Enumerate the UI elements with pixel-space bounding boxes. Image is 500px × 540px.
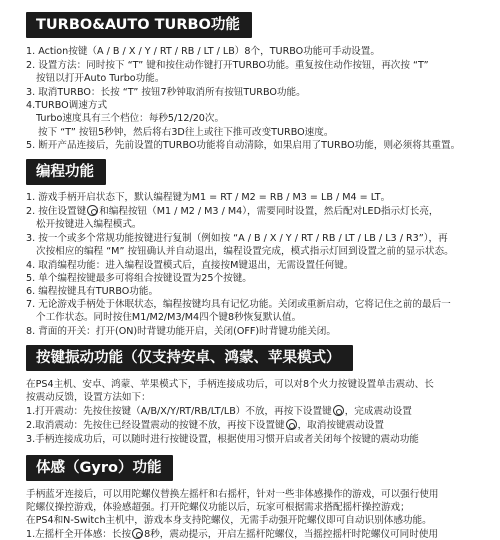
gear-icon xyxy=(286,419,297,430)
turbo-line-5: 4.TURBO调速方式 xyxy=(26,100,108,111)
prog-line-6: 4. 取消编程功能：进入编程设置模式后，直接按M键退出，无需设置任何键。 xyxy=(26,260,354,271)
turbo-line-4: 3. 取消TURBO：长按 “T” 按钮7秒钟取消所有按钮TURBO功能。 xyxy=(26,87,306,98)
prog-line-1: 1. 游戏手柄开启状态下，默认编程键为M1 = RT / M2 = RB / M3 = LB / M4 = LT。 xyxy=(26,192,391,203)
vib-line-4 xyxy=(26,419,500,432)
prog-line-8: 6. 编程按键具有TURBO功能。 xyxy=(26,286,159,297)
gyro-line-3: 在PS4和N-Switch主机中，游戏本身支持陀螺仪，无需手动强开陀螺仪即可自动识别体感功能。 xyxy=(26,515,432,526)
turbo-line-7: 按下 “T” 按钮5秒钟，然后将右3D往上或往下推可改变TURBO速度。 xyxy=(38,127,334,138)
vib-line-3 xyxy=(26,405,500,418)
vib-line-3a: 1.打开震动：先按住按键（A/B/X/Y/RT/RB/LT/LB）不放，再按下设置键 xyxy=(26,406,332,417)
section-title-programming: 编程功能 xyxy=(26,159,106,185)
turbo-line-1: 1. Action按键（A / B / X / Y / RT / RB / LT / LB）8个，TURBO功能可手动设置。 xyxy=(26,46,380,57)
gyro-line-4b: 8秒，震动提示，开启左摇杆陀螺仪，当摇控摇杆时陀螺仪可同时使用 xyxy=(144,529,439,540)
gyro-line-4 xyxy=(26,528,500,540)
prog-line-10: 个工作状态。同时按住M1/M2/M3/M4四个键8秒恢复默认值。 xyxy=(36,312,302,323)
prog-line-9: 7. 无论游戏手柄处于休眠状态，编程按键均具有记忆功能。关闭或重新启动，它将记住之前的最后一 xyxy=(26,299,451,310)
vib-line-1: 在PS4主机、安卓、鸿蒙、苹果模式下，手柄连接成功后，可以对8个火力按键设置单击震动、长 xyxy=(26,379,434,390)
vib-line-2: 按震动反馈，设置方法如下： xyxy=(26,392,151,403)
vib-line-4b: ，取消按键震动设置 xyxy=(297,420,384,431)
section-title-gyro: 体感（Gyro）功能 xyxy=(26,455,173,481)
prog-line-5: 次按相应的编程 “M” 按钮确认并自动退出，编程设置完成，模式指示灯回到设置之前的显示状态。 xyxy=(36,246,454,257)
vib-line-3b: ，完成震动设置 xyxy=(344,406,412,417)
gear-icon xyxy=(132,528,143,539)
gyro-line-1: 手柄蓝牙连接后，可以用陀螺仪替换左摇杆和右摇杆，针对一些非体感操作的游戏，可以强行使用 xyxy=(26,489,439,500)
section-title-turbo: TURBO&AUTO TURBO功能 xyxy=(26,12,252,38)
prog-line-2 xyxy=(26,205,500,218)
turbo-line-2: 2. 设置方法：同时按下 “T” 键和按住动作键打开TURBO功能。重复按住动作按钮，再次按 “T” xyxy=(26,60,429,71)
prog-line-11: 8. 背面的开关：打开(ON)时背键功能开启，关闭(OFF)时背键功能关闭。 xyxy=(26,326,336,337)
turbo-line-8: 5. 断开产品连接后，先前设置的TURBO功能将自动清除，如果启用了TURBO功能，则必须将其重置。 xyxy=(26,140,461,151)
prog-line-3: 松开按键进入编程模式。 xyxy=(36,219,142,230)
prog-line-4: 3. 按一个或多个常规功能按键进行复制（例如按 “A / B / X / Y / RT / RB / LT / LB / L3 / R3”），再 xyxy=(26,233,448,244)
vib-line-5: 3.手柄连接成功后，可以随时进行按键设置，根据使用习惯开启或者关闭每个按键的震动功能 xyxy=(26,434,419,445)
gyro-line-4a: 1.左摇杆全开体感：长按 xyxy=(26,529,132,540)
prog-line-7: 5. 单个编程按键最多可将组合按键设置为25个按键。 xyxy=(26,273,252,284)
turbo-line-3: 按钮以打开Auto Turbo功能。 xyxy=(36,73,165,84)
gear-icon xyxy=(87,205,98,216)
turbo-line-6: Turbo速度具有三个档位：每秒5/12/20次。 xyxy=(36,113,225,124)
vib-line-4a: 2.取消震动：先按住已经设置震动的按键不放，再按下设置键 xyxy=(26,420,285,431)
prog-line-2b: 和编程按钮（M1 / M2 / M3 / M4），需要同时设置，然后配对LED指示灯长亮， xyxy=(99,206,439,217)
gyro-line-2: 陀螺仪操控游戏，体验感超强。打开陀螺仪功能以后，玩家可根据需求搭配摇杆操控游戏； xyxy=(26,502,410,513)
gear-icon xyxy=(333,405,344,416)
section-title-vibration: 按键振动功能（仅支持安卓、鸿蒙、苹果模式） xyxy=(26,345,353,371)
prog-line-2a: 2. 按住设置键 xyxy=(26,206,87,217)
